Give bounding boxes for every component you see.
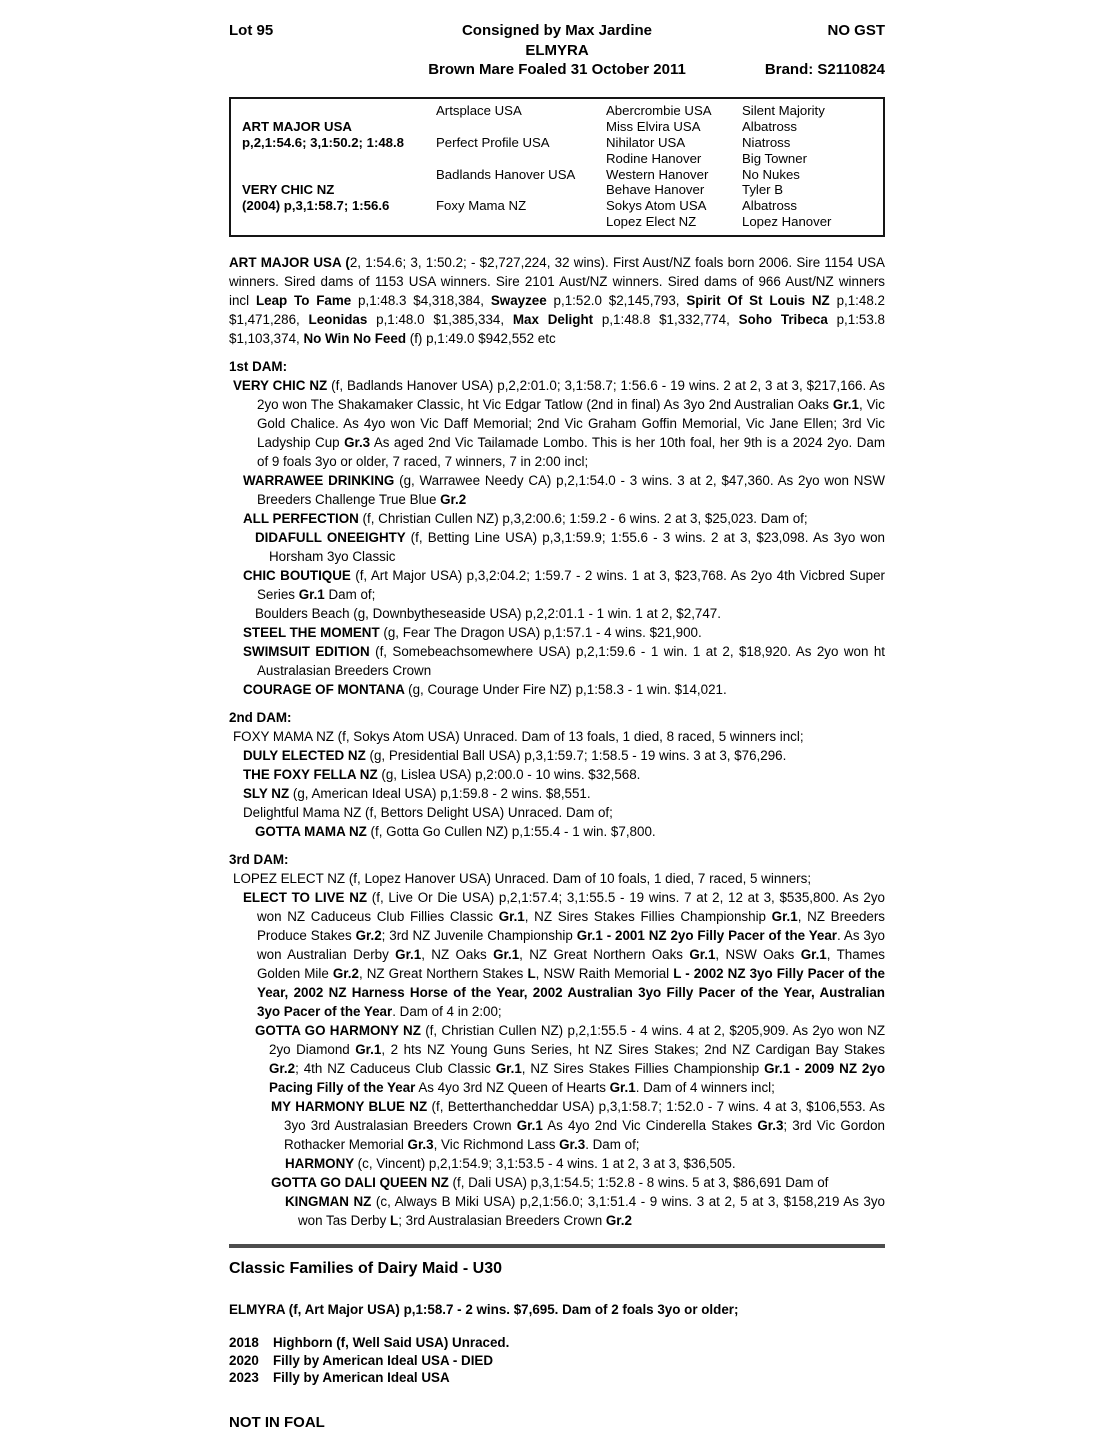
text-run: Spirit Of St Louis NZ <box>686 293 830 309</box>
gen4-ancestor: Albatross <box>742 198 797 214</box>
text-run: Gr.1 <box>298 587 325 603</box>
pedigree-entry <box>229 869 885 888</box>
text-run: . Dam of 4 winners incl; <box>635 1080 775 1096</box>
section-entries <box>229 869 885 1230</box>
produce-record <box>229 1334 885 1387</box>
gen4-ancestor: Lopez Hanover <box>742 214 832 230</box>
text-run: (g, Presidential Ball USA) p,3,1:59.7; 1:58.5 - 19 wins. 3 at 3, $76,296. <box>369 748 787 764</box>
section-entries <box>229 727 885 841</box>
text-run: p,1:53.8 $1,103,374, <box>229 312 885 347</box>
text-run: , NZ Oaks <box>421 947 494 963</box>
text-run: p,1:48.0 $1,385,334, <box>367 312 513 328</box>
produce-intro: ELMYRA (f, Art Major USA) p,1:58.7 - 2 wins. $7,695. Dam of 2 foals 3yo or older; <box>229 1302 739 1318</box>
text-run: SWIMSUIT EDITION <box>243 644 376 660</box>
pedigree-entry <box>229 765 885 784</box>
text-run: , NZ Sires Stakes Fillies Championship <box>521 1061 765 1077</box>
text-run: (g, Lislea USA) p,2:00.0 - 10 wins. $32,568. <box>381 767 641 783</box>
text-run: LOPEZ ELECT NZ (f, Lopez Hanover USA) Unraced. Dam of 10 foals, 1 died, 7 raced, 5 winners; <box>233 871 812 887</box>
text-run: CHIC BOUTIQUE <box>243 568 356 584</box>
text-run: L - 2002 NZ 3yo Filly Pacer of the Year, 2002 NZ Harness Horse of the Year, 2002 Australian 3yo Filly Pacer of the Year, Australian 3yo Pacer of the Year <box>257 966 885 1020</box>
text-run: 2, 1:54.6; 3, 1:50.2; - $2,727,224, 32 wins). First Aust/NZ foals born 2006. Sire 1154 USA winners. Sired dams of 1153 USA winners. Sire 2101 Aust/NZ winners. Sired dams of 966 Aust/NZ winners incl <box>229 255 885 309</box>
text-run: Gr.1 - 2009 NZ 2yo Pacing Filly of the Year <box>269 1061 886 1096</box>
text-run: , NZ Breeders Produce Stakes <box>257 909 885 944</box>
text-run: (f, Badlands Hanover USA) p,2,2:01.0; 3,1:58.7; 1:56.6 - 19 wins. 2 at 2, 3 at 3, $217,166. As 2yo won The Shakamaker Classic, ht Vic Edgar Tatlow (2nd in final) As 3yo 2nd Australian Oaks <box>257 378 886 413</box>
text-run: , NZ Sires Stakes Fillies Championship <box>524 909 772 925</box>
gen4-ancestor: Silent Majority <box>742 103 825 118</box>
text-run: (c, Vincent) p,2,1:54.9; 3,1:53.5 - 4 wins. 1 at 2, 3 at 3, $36,505. <box>357 1156 736 1172</box>
text-run: FOXY MAMA NZ (f, Sokys Atom USA) Unraced. Dam of 13 foals, 1 died, 8 raced, 5 winners incl; <box>233 729 804 745</box>
text-run: (f, Gotta Go Cullen NZ) p,1:55.4 - 1 win. $7,800. <box>370 824 656 840</box>
text-run: Leonidas <box>308 312 368 328</box>
horse-name: ELMYRA <box>525 42 589 59</box>
pedigree-entry <box>229 471 885 509</box>
pedigree-table <box>229 97 885 237</box>
horse-description: Brown Mare Foaled 31 October 2011 <box>428 61 686 78</box>
section-entries <box>229 376 885 699</box>
text-run: As 4yo 2nd Vic Cinderella Stakes <box>542 1118 758 1134</box>
text-run: COURAGE OF MONTANA <box>243 682 409 698</box>
pedigree-entry <box>229 1097 885 1154</box>
text-run: GOTTA GO DALI QUEEN NZ <box>271 1175 453 1191</box>
text-run: Gr.1 <box>689 947 716 963</box>
text-run: Delightful Mama NZ (f, Bettors Delight USA) Unraced. Dam of; <box>243 805 613 821</box>
text-run: ; 3rd Vic Gordon Rothacker Memorial <box>284 1118 885 1153</box>
gen3-ancestor: Lopez Elect NZ <box>606 214 697 230</box>
text-run: , Thames Golden Mile <box>257 947 885 982</box>
header-subrow <box>229 60 885 80</box>
lot-number: Lot 95 <box>229 22 274 39</box>
text-run: (g, Warrawee Needy CA) p,2,1:54.0 - 3 wins. 3 at 2, $47,360. As 2yo won NSW Breeders Challenge True Blue <box>257 473 885 508</box>
text-run: (f, Betterthancheddar USA) p,3,1:58.7; 1:52.0 - 7 wins. 4 at 3, $106,553. As 3yo 3rd Australasian Breeders Crown <box>284 1099 886 1134</box>
text-run: ; 4th NZ Caduceus Club Classic <box>295 1061 496 1077</box>
text-run: (f, Dali USA) p,3,1:54.5; 1:52.8 - 8 wins. 5 at 3, $86,691 Dam of <box>452 1175 829 1191</box>
text-run: Gr.2 <box>269 1061 296 1077</box>
sire-cell <box>242 103 436 167</box>
foaling-status: NOT IN FOAL <box>229 1413 325 1431</box>
gen2-ancestor: Artsplace USA <box>436 103 522 118</box>
text-run: (c, Always B Miki USA) p,2,1:56.0; 3,1:51.4 - 9 wins. 3 at 2, 5 at 3, $158,219 As 3yo won Tas Derby <box>298 1194 886 1229</box>
gen3-ancestor: Miss Elvira USA <box>606 118 701 134</box>
foal-row <box>229 1334 885 1352</box>
gen4-ancestor: Albatross <box>742 118 797 134</box>
text-run: p,1:48.8 $1,332,774, <box>593 312 739 328</box>
text-run: Gr.3 <box>559 1137 586 1153</box>
text-run: Gr.1 <box>771 909 798 925</box>
page-content <box>229 0 885 1431</box>
text-run: ART MAJOR USA ( <box>229 255 350 271</box>
dam-record: (2004) p,3,1:58.7; 1:56.6 <box>242 198 390 214</box>
foal-detail: Filly by American Ideal USA <box>273 1370 450 1386</box>
text-run: , NZ Great Northern Oaks <box>519 947 690 963</box>
text-run: Gr.3 <box>407 1137 434 1153</box>
dam-section-3 <box>229 850 885 1230</box>
gen2-ancestor: Foxy Mama NZ <box>436 198 527 214</box>
text-run: GOTTA GO HARMONY NZ <box>255 1023 426 1039</box>
text-run: (g, Fear The Dragon USA) p,1:57.1 - 4 wins. $21,900. <box>383 625 702 641</box>
gen4-ancestor: Niatross <box>742 134 791 150</box>
text-run: Gr.3 <box>344 435 371 451</box>
gen3-ancestor: Sokys Atom USA <box>606 198 707 214</box>
text-run: ; 3rd NZ Juvenile Championship <box>381 928 577 944</box>
gen2-ancestor: Perfect Profile USA <box>436 134 550 150</box>
text-run: KINGMAN NZ <box>285 1194 376 1210</box>
text-run: GOTTA MAMA NZ <box>255 824 371 840</box>
text-run: , 2 hts NZ Young Guns Series, ht NZ Sires Stakes; 2nd NZ Cardigan Bay Stakes <box>381 1042 885 1058</box>
gen4-ancestor: Big Towner <box>742 150 807 166</box>
text-run: Gr.2 <box>440 492 467 508</box>
sire-record: p,2,1:54.6; 3,1:50.2; 1:48.8 <box>242 134 405 150</box>
divider-rule <box>229 1244 885 1248</box>
text-run: Gr.1 <box>395 947 422 963</box>
pedigree-entry <box>229 746 885 765</box>
text-run: Gr.1 <box>355 1042 382 1058</box>
pedigree-entry <box>229 727 885 746</box>
text-run: (f, Christian Cullen NZ) p,3,2:00.6; 1:59.2 - 6 wins. 2 at 3, $25,023. Dam of; <box>362 511 808 527</box>
text-run: No Win No Feed <box>303 331 407 347</box>
text-run: Gr.1 <box>498 909 525 925</box>
pedigree-entry <box>229 376 885 471</box>
foal-year: 2018 <box>229 1335 259 1351</box>
gen2-ancestor: Badlands Hanover USA <box>436 166 576 182</box>
text-run: Leap To Fame <box>255 293 352 309</box>
text-run: . As 3yo won Australian Derby <box>257 928 885 963</box>
text-run: , Vic Richmond Lass <box>433 1137 560 1153</box>
text-run: Boulders Beach (g, Downbytheseaside USA) p,2,2:01.1 - 1 win. 1 at 2, $2,747. <box>255 606 721 622</box>
gen4-ancestor: Tyler B <box>742 182 784 198</box>
text-run: L <box>527 966 536 982</box>
consignor: Consigned by Max Jardine <box>461 22 653 39</box>
text-run: Dam of; <box>324 587 376 603</box>
text-run: HARMONY <box>285 1156 358 1172</box>
text-run: SLY NZ <box>243 786 293 802</box>
section-heading: 1st DAM: <box>229 359 288 375</box>
text-run: ELECT TO LIVE NZ <box>243 890 372 906</box>
foal-detail: Highborn (f, Well Said USA) Unraced. <box>273 1335 510 1351</box>
gen3-ancestor: Western Hanover <box>606 166 709 182</box>
text-run: L <box>390 1213 399 1229</box>
pedigree-entry <box>229 888 885 1021</box>
text-run: ; 3rd Australasian Breeders Crown <box>398 1213 606 1229</box>
pedigree-entry <box>229 1021 885 1097</box>
pedigree-entry <box>229 822 885 841</box>
foal-detail: Filly by American Ideal USA - DIED <box>273 1352 494 1368</box>
text-run: Gr.1 - 2001 NZ 2yo Filly Pacer of the Year <box>576 928 838 944</box>
pedigree-entry <box>229 1154 885 1173</box>
text-run: p,1:48.2 $1,471,286, <box>229 293 885 328</box>
text-run: Gr.1 <box>609 1080 636 1096</box>
text-run: VERY CHIC NZ <box>233 378 332 394</box>
pedigree-entry <box>229 1192 885 1230</box>
foal-year: 2020 <box>229 1352 259 1368</box>
header-spacer <box>229 60 428 80</box>
pedigree-entry <box>229 623 885 642</box>
text-run: Gr.2 <box>332 966 359 982</box>
text-run: Gr.1 <box>493 947 520 963</box>
gen3-ancestor: Nihilator USA <box>606 134 686 150</box>
text-run: Gr.2 <box>355 928 382 944</box>
text-run: Gr.3 <box>757 1118 784 1134</box>
gst-status: NO GST <box>827 22 885 39</box>
brand-number: Brand: S2110824 <box>764 61 885 78</box>
text-run: p,1:52.0 $2,145,793, <box>546 293 687 309</box>
text-run: (f) p,1:49.0 $942,552 etc <box>406 331 556 347</box>
text-run: (f, Betting Line USA) p,3,1:59.9; 1:55.6 - 3 wins. 2 at 3, $23,098. As 3yo won Horsham 3yo Classic <box>269 530 885 565</box>
sire-name: ART MAJOR USA <box>242 118 352 134</box>
text-run: Gr.1 <box>800 947 827 963</box>
section-heading: 3rd DAM: <box>229 852 289 868</box>
sire-note <box>229 253 885 348</box>
foal-year: 2023 <box>229 1370 259 1386</box>
text-run: . Dam of 4 in 2:00; <box>392 1004 502 1020</box>
text-run: , NSW Raith Memorial <box>535 966 674 982</box>
text-run: THE FOXY FELLA NZ <box>243 767 382 783</box>
pedigree-entry <box>229 509 885 528</box>
foal-row <box>229 1369 885 1387</box>
pedigree-entry <box>229 1173 885 1192</box>
gen3-ancestor: Behave Hanover <box>606 182 705 198</box>
text-run: , NSW Oaks <box>715 947 801 963</box>
text-run: ALL PERFECTION <box>243 511 363 527</box>
text-run: p,1:48.3 $4,318,384, <box>351 293 491 309</box>
gen3-ancestor: Rodine Hanover <box>606 150 702 166</box>
gen3-ancestor: Abercrombie USA <box>606 103 712 118</box>
pedigree-entry <box>229 803 885 822</box>
text-run: Gr.1 <box>516 1118 543 1134</box>
gen4-ancestor: No Nukes <box>742 166 800 182</box>
text-run: (g, American Ideal USA) p,1:59.8 - 2 wins. $8,551. <box>292 786 591 802</box>
text-run: (f, Christian Cullen NZ) p,2,1:55.5 - 4 wins. 4 at 2, $205,909. As 2yo won NZ 2yo Diamond <box>269 1023 886 1058</box>
pedigree-entry <box>229 642 885 680</box>
text-run: Max Delight <box>512 312 594 328</box>
text-run: WARRAWEE DRINKING <box>243 473 400 489</box>
pedigree-entry <box>229 784 885 803</box>
header-row <box>229 21 885 41</box>
text-run: , NZ Great Northern Stakes <box>358 966 528 982</box>
dam-section-2 <box>229 708 885 841</box>
pedigree-entry <box>229 604 885 623</box>
text-run: Gr.2 <box>605 1213 632 1229</box>
pedigree-entry <box>229 566 885 604</box>
text-run: Gr.1 <box>832 397 859 413</box>
dam-section-1 <box>229 357 885 699</box>
text-run: Gr.1 <box>495 1061 522 1077</box>
text-run: DULY ELECTED NZ <box>243 748 370 764</box>
text-run: , Vic Gold Chalice. As 4yo won Vic Daff Memorial; 2nd Vic Graham Goffin Memorial, Vic Jane Ellen; 3rd Vic Ladyship Cup <box>257 397 885 451</box>
dam-name: VERY CHIC NZ <box>242 182 335 198</box>
text-run: Swayzee <box>490 293 547 309</box>
text-run: DIDAFULL ONEEIGHTY <box>255 530 411 546</box>
pedigree-entry <box>229 680 885 699</box>
text-run: STEEL THE MOMENT <box>243 625 384 641</box>
text-run: (f, Somebeachsomewhere USA) p,2,1:59.6 - 1 win. 1 at 2, $18,920. As 2yo won ht Australasian Breeders Crown <box>257 644 885 679</box>
text-run: (f, Art Major USA) p,3,2:04.2; 1:59.7 - 2 wins. 1 at 3, $23,768. As 2yo 4th Vicbred Super Series <box>257 568 885 603</box>
text-run: (g, Courage Under Fire NZ) p,1:58.3 - 1 win. $14,021. <box>408 682 727 698</box>
text-run: MY HARMONY BLUE NZ <box>271 1099 432 1115</box>
section-heading: 2nd DAM: <box>229 710 292 726</box>
pedigree-entry <box>229 528 885 566</box>
foal-row <box>229 1352 885 1370</box>
dam-cell <box>242 167 436 231</box>
text-run: (f, Live Or Die USA) p,2,1:57.4; 3,1:55.5 - 19 wins. 7 at 2, 12 at 3, $535,800. As 2yo won NZ Caduceus Club Fillies Classic <box>257 890 885 925</box>
text-run: As aged 2nd Vic Tailamade Lombo. This is her 10th foal, her 9th is a 2024 2yo. Dam of 9 foals 3yo or older, 7 raced, 7 winners, 7 in 2:00 incl; <box>257 435 885 470</box>
text-run: As 4yo 3rd NZ Queen of Hearts <box>415 1080 610 1096</box>
family-title: Classic Families of Dairy Maid - U30 <box>229 1260 502 1278</box>
text-run: Soho Tribeca <box>738 312 828 328</box>
text-run: . Dam of; <box>585 1137 640 1153</box>
